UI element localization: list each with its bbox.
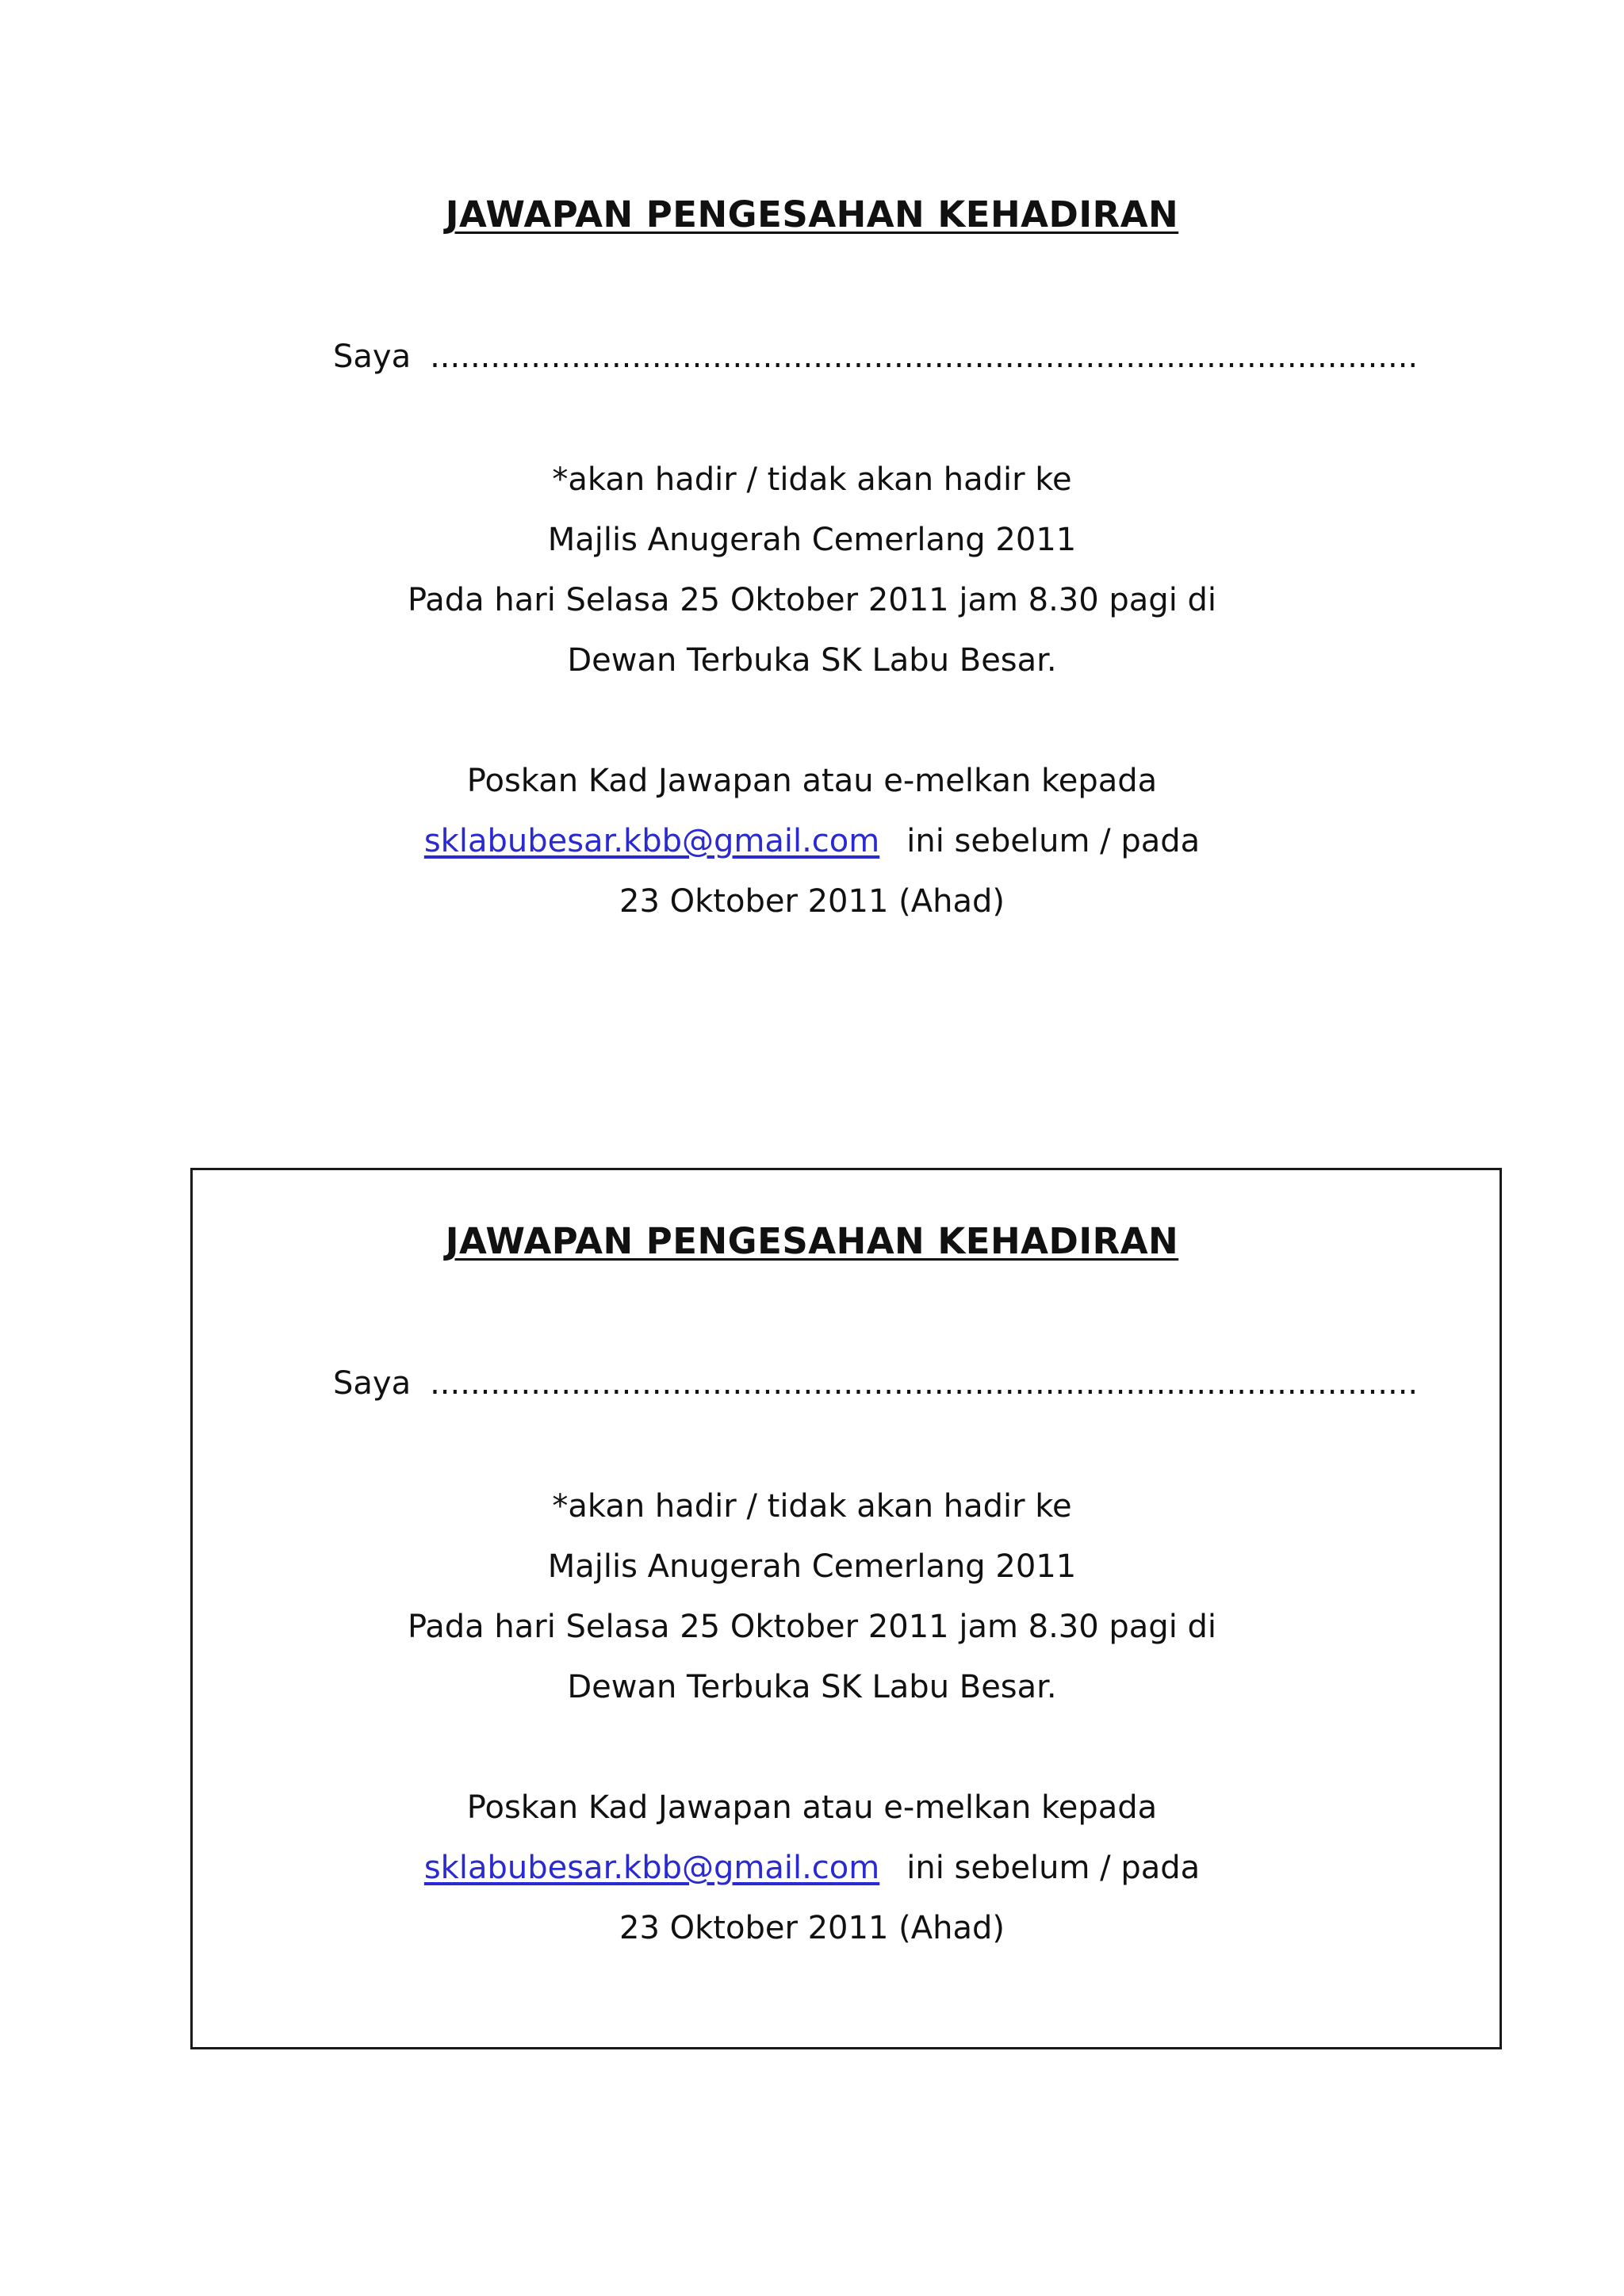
deadline-prefix: ini sebelum / pada (906, 1850, 1201, 1886)
attendance-choice: *akan hadir / tidak akan hadir ke (552, 1488, 1072, 1525)
email-link[interactable]: sklabubesar.kbb@gmail.com (423, 823, 880, 859)
event-datetime: Pada hari Selasa 25 Oktober 2011 jam 8.30 pagi di (407, 582, 1217, 618)
name-label: Saya (333, 1365, 412, 1402)
event-name: Majlis Anugerah Cemerlang 2011 (547, 522, 1077, 558)
event-venue: Dewan Terbuka SK Labu Besar. (567, 642, 1057, 679)
form-title: JAWAPAN PENGESAHAN KEHADIRAN (445, 193, 1179, 235)
event-datetime: Pada hari Selasa 25 Oktober 2011 jam 8.30 pagi di (407, 1609, 1217, 1645)
reply-email-line (0, 1850, 1624, 1886)
event-venue: Dewan Terbuka SK Labu Besar. (567, 1669, 1057, 1705)
email-link[interactable]: sklabubesar.kbb@gmail.com (423, 1850, 880, 1886)
deadline-prefix: ini sebelum / pada (906, 823, 1201, 859)
reply-instruction: Poskan Kad Jawapan atau e-melkan kepada (466, 1789, 1158, 1826)
reply-email-line (0, 823, 1624, 859)
form-title: JAWAPAN PENGESAHAN KEHADIRAN (445, 1220, 1179, 1262)
name-blank-dots[interactable]: .................................................................................................. (430, 339, 1419, 375)
name-fill-line (333, 1365, 1418, 1402)
name-label: Saya (333, 339, 412, 375)
name-blank-dots[interactable]: .................................................................................................. (430, 1365, 1419, 1402)
reply-deadline: 23 Oktober 2011 (Ahad) (619, 883, 1005, 920)
attendance-choice: *akan hadir / tidak akan hadir ke (552, 461, 1072, 498)
reply-deadline: 23 Oktober 2011 (Ahad) (619, 1910, 1005, 1946)
event-name: Majlis Anugerah Cemerlang 2011 (547, 1548, 1077, 1585)
reply-instruction: Poskan Kad Jawapan atau e-melkan kepada (466, 763, 1158, 799)
name-fill-line (333, 339, 1418, 375)
